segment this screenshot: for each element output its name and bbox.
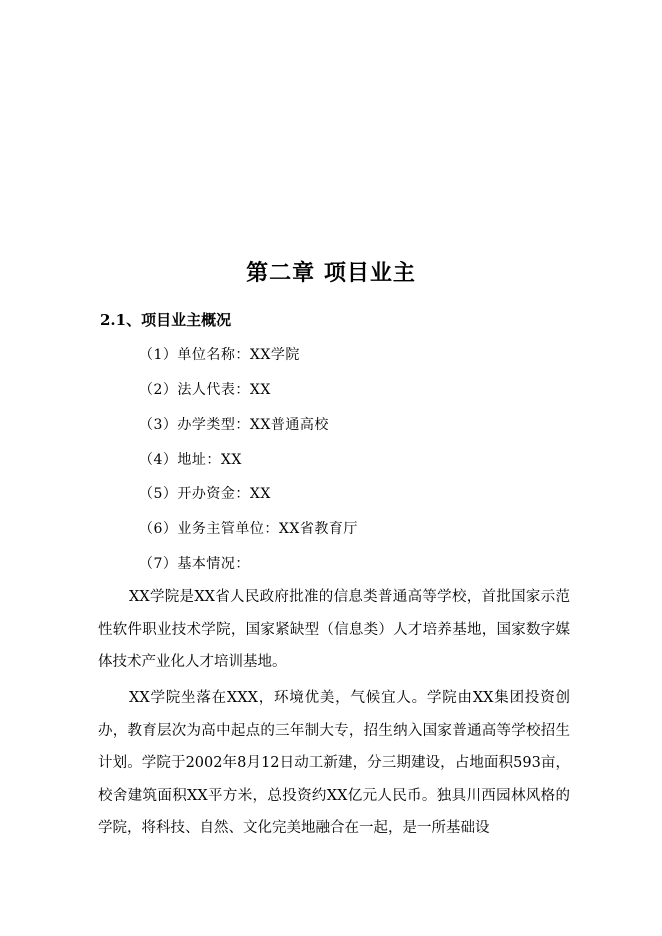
paragraph-intro: XX学院是XX省人民政府批准的信息类普通高等学校，首批国家示范性软件职业技术学院，国家紧缺型（信息类）人才培养基地，国家数字媒体技术产业化人才培训基地。 xyxy=(98,589,570,670)
info-item-supervisor: （6）业务主管单位：XX省教育厅 xyxy=(139,521,358,537)
paragraph-location: XX学院坐落在XXX，环境优美，气候宜人。学院由XX集团投资创办，教育层次为高中起点的三年制大专，招生纳入国家普通高等学校招生计划。学院于2002年8月12日动工新建，分三期建设，占地面积593亩，校舍建筑面积XX平方米，总投资约XX亿元人民币。独具川西园林风格的学院，将科技、自然、文化完美地融合在一起，是一所基础设 xyxy=(98,690,570,836)
info-item-school-type: （3）办学类型：XX普通高校 xyxy=(139,417,329,433)
chapter-title: 第二章 项目业主 xyxy=(246,260,416,286)
section-heading: 2.1、项目业主概况 xyxy=(100,311,232,329)
info-item-basic-info: （7）基本情况： xyxy=(139,556,250,572)
info-item-unit-name: （1）单位名称：XX学院 xyxy=(139,347,300,363)
info-item-legal-representative: （2）法人代表：XX xyxy=(139,382,271,398)
info-item-funding: （5）开办资金：XX xyxy=(139,486,271,502)
info-item-address: （4）地址：XX xyxy=(139,452,242,468)
